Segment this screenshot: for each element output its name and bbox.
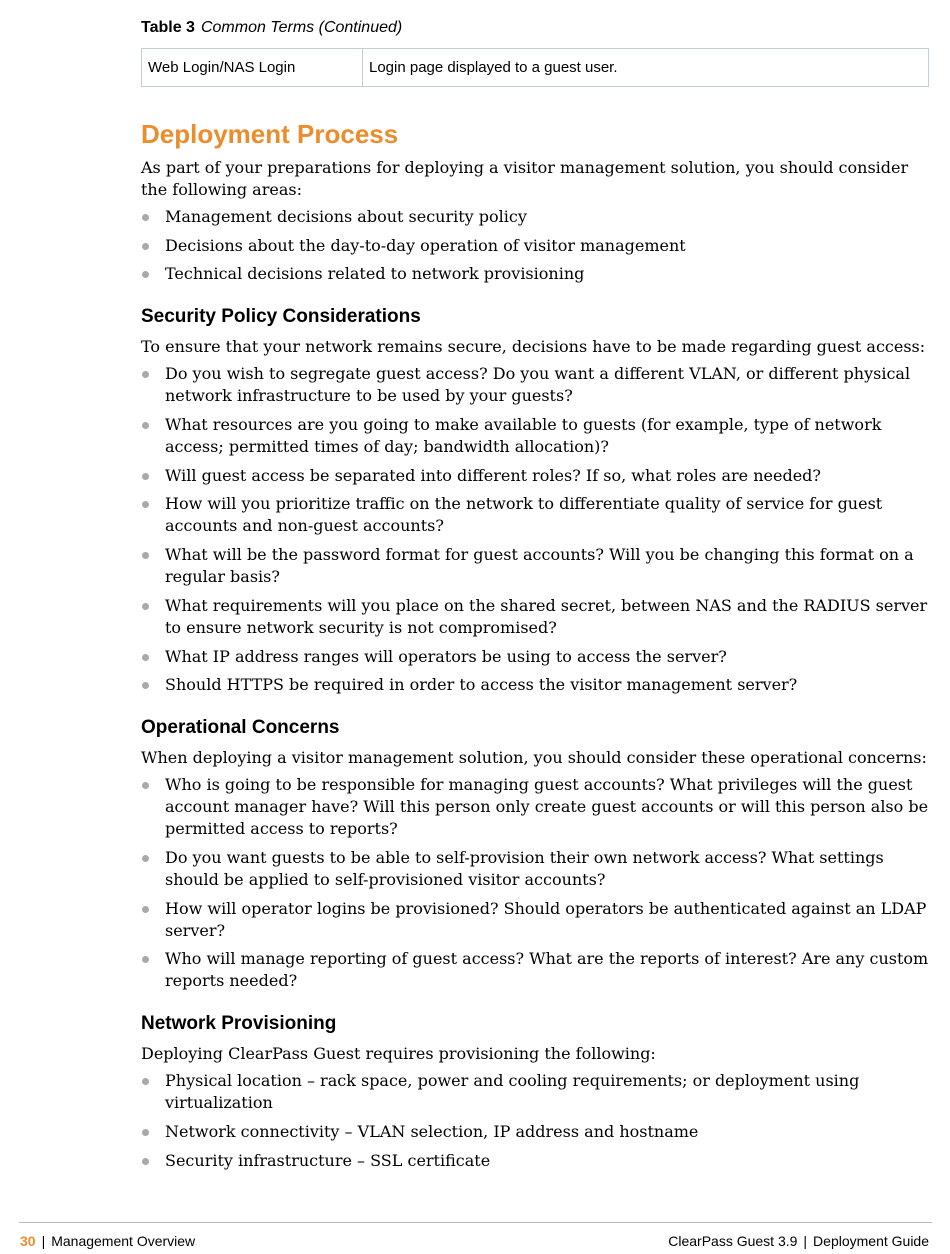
operational-list — [141, 774, 931, 992]
bullet-icon — [142, 654, 149, 661]
table-caption — [141, 18, 931, 38]
list-item-text: Do you want guests to be able to self-provision their own network access? What settings should be applied to self-provisioned visitor accounts? — [165, 847, 884, 889]
bullet-icon — [142, 782, 149, 789]
footer-divider — [19, 1222, 932, 1223]
operational-heading: Operational Concerns — [141, 717, 340, 739]
bullet-icon — [142, 682, 149, 689]
list-item-text: What requirements will you place on the shared secret, between NAS and the RADIUS server to ensure network security is not compromised? — [165, 595, 928, 637]
table-caption-number: Table 3 — [141, 19, 195, 36]
footer-left — [20, 1233, 195, 1250]
operational-intro: When deploying a visitor management solution, you should consider these operational concerns: — [141, 748, 927, 768]
security-intro: To ensure that your network remains secure, decisions have to be made regarding guest access: — [141, 337, 926, 357]
section-title: Deployment Process — [141, 119, 399, 149]
bullet-icon — [142, 855, 149, 862]
list-item-text: What IP address ranges will operators be using to access the server? — [165, 646, 727, 666]
list-item — [141, 235, 931, 257]
list-item-text: Network connectivity – VLAN selection, IP address and hostname — [165, 1121, 699, 1141]
bullet-icon — [142, 271, 149, 278]
list-item-text: Who is going to be responsible for managing guest accounts? What privileges will the guest account manager have? Will this person only create guest accounts or will this person also be permitted access to reports? — [165, 775, 929, 839]
footer-separator: | — [803, 1233, 808, 1249]
list-item-text: Who will manage reporting of guest access? What are the reports of interest? Are any custom reports needed? — [165, 949, 929, 991]
bullet-icon — [142, 501, 149, 508]
list-item — [141, 465, 931, 487]
guide-title: Deployment Guide — [813, 1233, 929, 1249]
list-item-text: Will guest access be separated into different roles? If so, what roles are needed? — [165, 465, 821, 485]
list-item — [141, 948, 931, 992]
list-item-text: How will you prioritize traffic on the network to differentiate quality of service for guest accounts and non-guest accounts? — [165, 494, 883, 536]
list-item — [141, 1150, 931, 1172]
list-item — [141, 847, 931, 891]
table-cell-term: Web Login/NAS Login — [142, 49, 363, 87]
list-item — [141, 1070, 931, 1114]
table-row — [142, 49, 929, 87]
list-item — [141, 493, 931, 537]
bullet-icon — [142, 243, 149, 250]
bullet-icon — [142, 552, 149, 559]
list-item-text: Management decisions about security policy — [165, 207, 527, 226]
list-item — [141, 898, 931, 942]
bullet-icon — [142, 603, 149, 610]
product-name: ClearPass Guest 3.9 — [668, 1233, 798, 1249]
list-item-text: Decisions about the day-to-day operation of visitor management — [165, 235, 686, 255]
network-intro: Deploying ClearPass Guest requires provisioning the following: — [141, 1044, 656, 1064]
bullet-icon — [142, 371, 149, 378]
page-number: 30 — [20, 1233, 36, 1249]
network-list — [141, 1070, 931, 1171]
common-terms-table — [141, 48, 929, 87]
list-item-text: Technical decisions related to network provisioning — [165, 264, 585, 284]
bullet-icon — [142, 1129, 149, 1136]
deployment-areas-list — [141, 206, 931, 285]
chapter-title: Management Overview — [51, 1233, 196, 1249]
footer-right — [668, 1233, 929, 1250]
list-item-text: What resources are you going to make available to guests (for example, type of network access; permitted times of day; bandwidth allocation)? — [165, 415, 882, 457]
list-item — [141, 595, 931, 639]
list-item-text: Security infrastructure – SSL certificate — [165, 1150, 491, 1170]
list-item-text: Physical location – rack space, power and cooling requirements; or deployment using virtualization — [165, 1071, 860, 1113]
list-item-text: Should HTTPS be required in order to access the visitor management server? — [165, 675, 798, 695]
security-heading: Security Policy Considerations — [141, 306, 421, 328]
network-heading: Network Provisioning — [141, 1013, 337, 1035]
list-item — [141, 774, 931, 840]
bullet-icon — [142, 956, 149, 963]
list-item — [141, 544, 931, 588]
security-list — [141, 363, 931, 696]
bullet-icon — [142, 214, 149, 221]
bullet-icon — [142, 422, 149, 429]
list-item — [141, 646, 931, 668]
list-item-text: Do you wish to segregate guest access? Do you want a different VLAN, or different physical network infrastructure to be used by your guests? — [165, 364, 911, 406]
list-item — [141, 1121, 931, 1143]
page-content — [141, 18, 931, 1178]
footer-separator: | — [41, 1233, 46, 1249]
bullet-icon — [142, 473, 149, 480]
list-item — [141, 674, 931, 696]
section-intro: As part of your preparations for deploying a visitor management solution, you should consider the following areas: — [141, 158, 909, 199]
list-item-text: What will be the password format for guest accounts? Will you be changing this format on a regular basis? — [165, 545, 914, 587]
table-caption-title: Common Terms (Continued) — [200, 19, 403, 36]
list-item — [141, 363, 931, 407]
list-item — [141, 206, 931, 228]
list-item — [141, 414, 931, 458]
bullet-icon — [142, 1158, 149, 1165]
bullet-icon — [142, 906, 149, 913]
table-cell-definition: Login page displayed to a guest user. — [363, 49, 929, 87]
list-item — [141, 263, 931, 285]
bullet-icon — [142, 1078, 149, 1085]
list-item-text: How will operator logins be provisioned? Should operators be authenticated against an LDAP server? — [165, 898, 927, 940]
